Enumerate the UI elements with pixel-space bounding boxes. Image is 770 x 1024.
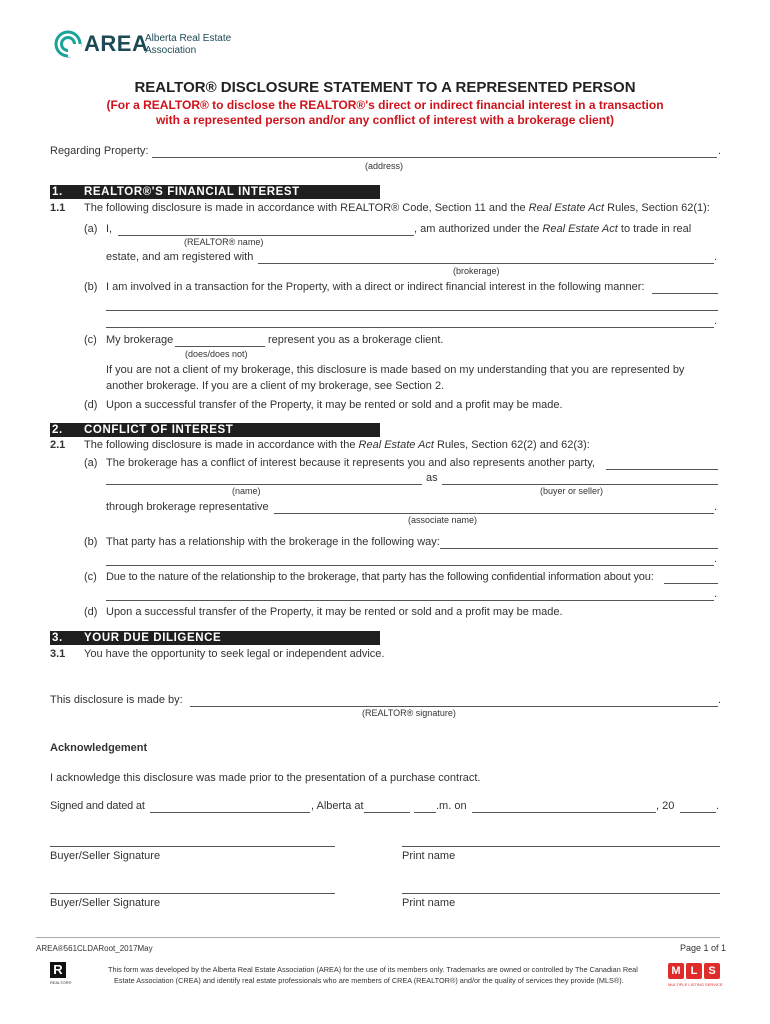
- realtor-signature-field[interactable]: [190, 706, 718, 707]
- other-party-name-field[interactable]: [106, 484, 422, 485]
- regarding-label: Regarding Property:: [50, 145, 149, 157]
- print-name-label-1: Print name: [402, 850, 456, 862]
- item-1a-text1: I,: [106, 223, 113, 235]
- item-1a-label: (a): [84, 223, 98, 235]
- realtor-r-icon: R: [50, 962, 66, 978]
- clause-1-1-text: [84, 202, 710, 214]
- clause-1-1-number: 1.1: [50, 202, 66, 214]
- relationship-period: .: [714, 553, 718, 565]
- item-2b-label: (b): [84, 536, 98, 548]
- footer-rule: [36, 937, 720, 938]
- signature-caption: (REALTOR® signature): [362, 708, 456, 718]
- mls-letter-m: M: [668, 963, 684, 979]
- signed-location-field[interactable]: [150, 812, 310, 813]
- financial-interest-period: .: [714, 315, 718, 327]
- realtor-name-caption: (REALTOR® name): [184, 237, 264, 247]
- item-1b-text: I am involved in a transaction for the Property, with a direct or indirect financial interest in the following manner:: [106, 281, 645, 293]
- item-1a-text3: to trade in real: [617, 223, 692, 235]
- section-1-header: [50, 185, 380, 199]
- signed-date-field[interactable]: [472, 812, 656, 813]
- mls-letter-s: S: [704, 963, 720, 979]
- financial-interest-field-3[interactable]: [106, 327, 714, 328]
- does-does-not-field[interactable]: [175, 346, 265, 347]
- signed-year-field[interactable]: [680, 812, 716, 813]
- address-caption: (address): [365, 161, 404, 171]
- clause-2-1-text-b: Rules, Section 62(2) and 62(3):: [433, 439, 590, 451]
- address-period: .: [718, 145, 722, 157]
- form-code: AREA®561CLDARoot_2017May: [36, 944, 153, 953]
- item-2c-label: (c): [84, 571, 97, 583]
- footer-line-1: This form was developed by the Alberta Real Estate Association (AREA) for the use of its members only. Trademarks are owned or controlled by The Canadian Real: [108, 965, 638, 974]
- area-logo-mark-icon: [54, 30, 82, 58]
- address-field[interactable]: [152, 157, 717, 158]
- section-2-title: CONFLICT OF INTEREST: [84, 424, 234, 436]
- buyer-caption: (buyer or seller): [540, 486, 604, 496]
- item-2a-label: (a): [84, 457, 98, 469]
- does-caption: (does/does not): [185, 349, 248, 359]
- associate-name-field[interactable]: [274, 513, 714, 514]
- item-1d-text: Upon a successful transfer of the Property, it may be rented or sold and a profit may be made.: [106, 399, 563, 411]
- disclosure-by-label: This disclosure is made by:: [50, 694, 183, 706]
- confidential-period: .: [714, 588, 718, 600]
- area-logo-name-1: Alberta Real Estate: [145, 33, 232, 44]
- area-logo: [52, 28, 252, 62]
- subtitle-line-1: (For a REALTOR® to disclose the REALTOR®'s direct or indirect financial interest in a transaction: [106, 98, 664, 112]
- signed-text-5: .: [716, 800, 720, 812]
- print-name-label-2: Print name: [402, 897, 456, 909]
- confidential-info-field-2[interactable]: [106, 600, 714, 601]
- through-text: through brokerage representative: [106, 501, 269, 513]
- clause-1-1-italic: Real Estate Act: [528, 202, 605, 214]
- relationship-field-1[interactable]: [440, 548, 718, 549]
- associate-period: .: [714, 501, 718, 513]
- area-logo-abbr: AREA: [84, 31, 149, 56]
- ack-heading: Acknowledgement: [50, 742, 148, 754]
- buyer-seller-signature-field-1[interactable]: [50, 846, 335, 847]
- clause-1-1-text-b: Rules, Section 62(1):: [604, 202, 710, 214]
- other-party-field-1[interactable]: [606, 469, 718, 470]
- financial-interest-field-1[interactable]: [652, 293, 718, 294]
- section-3-header: [50, 631, 380, 645]
- buyer-seller-signature-field-2[interactable]: [50, 893, 335, 894]
- clause-1-1-text-a: The following disclosure is made in accordance with REALTOR® Code, Section 11 and the: [84, 202, 529, 214]
- item-1a-text2: [414, 223, 691, 235]
- signed-ampm-field[interactable]: [414, 812, 436, 813]
- item-2b-text: That party has a relationship with the brokerage in the following way:: [106, 536, 440, 548]
- footer-line-2: Estate Association (CREA) and identify real estate professionals who are members of CREA (REALTOR®) and/or the quality of services they provide (MLS®).: [114, 976, 624, 985]
- clause-3-1-text: You have the opportunity to seek legal or independent advice.: [84, 648, 385, 660]
- item-1c-label: (c): [84, 334, 97, 346]
- page-number: Page 1 of 1: [680, 943, 727, 953]
- print-name-field-2[interactable]: [402, 893, 720, 894]
- brokerage-period: .: [714, 251, 718, 263]
- relationship-field-2[interactable]: [106, 565, 714, 566]
- clause-2-1-text: [84, 439, 590, 451]
- section-2-header: [50, 423, 380, 437]
- page-title: REALTOR® DISCLOSURE STATEMENT TO A REPRESENTED PERSON: [134, 79, 636, 96]
- item-2d-label: (d): [84, 606, 98, 618]
- item-2a-text: The brokerage has a conflict of interest because it represents you and also represents another party,: [106, 457, 595, 469]
- print-name-field-1[interactable]: [402, 846, 720, 847]
- associate-caption: (associate name): [408, 515, 478, 525]
- financial-interest-field-2[interactable]: [106, 310, 718, 311]
- item-1c-para1: If you are not a client of my brokerage, this disclosure is made based on my understanding that you are represented by: [106, 364, 685, 376]
- signed-text-2: , Alberta at: [311, 800, 364, 812]
- name-caption: (name): [232, 486, 261, 496]
- signed-text-3: .m. on: [436, 800, 467, 812]
- area-logo-name-2: Association: [145, 45, 197, 56]
- signature-period: .: [718, 694, 722, 706]
- signed-text-1: Signed and dated at: [50, 800, 145, 812]
- item-1a-text2a: , am authorized under the: [414, 223, 543, 235]
- mls-logo: [668, 963, 723, 991]
- mls-letter-l: L: [686, 963, 702, 979]
- item-2c-text: Due to the nature of the relationship to the brokerage, that party has the following confidential information about you:: [106, 571, 654, 583]
- buyer-or-seller-field[interactable]: [442, 484, 718, 485]
- section-3-number: 3.: [52, 632, 63, 644]
- item-1b-label: (b): [84, 281, 98, 293]
- ack-text: I acknowledge this disclosure was made prior to the presentation of a purchase contract.: [50, 772, 481, 784]
- brokerage-field[interactable]: [258, 263, 714, 264]
- signed-text-4: , 20: [656, 800, 675, 812]
- clause-2-1-text-a: The following disclosure is made in accordance with the: [84, 439, 359, 451]
- section-1-title: REALTOR®'S FINANCIAL INTEREST: [84, 186, 300, 198]
- item-1c-text2: represent you as a brokerage client.: [268, 334, 444, 346]
- realtor-name-field[interactable]: [118, 235, 414, 236]
- section-3-title: YOUR DUE DILIGENCE: [84, 632, 222, 644]
- item-1c-para2: another brokerage. If you are a client of my brokerage, see Section 2.: [106, 380, 445, 392]
- section-2-number: 2.: [52, 424, 63, 436]
- item-2d-text: Upon a successful transfer of the Property, it may be rented or sold and a profit may be made.: [106, 606, 563, 618]
- mls-tagline: MULTIPLE LISTING SERVICE: [668, 982, 723, 987]
- item-1c-text1: My brokerage: [106, 334, 174, 346]
- item-1d-label: (d): [84, 399, 98, 411]
- item-1a-italic: Real Estate Act: [542, 223, 618, 235]
- item-1a-text4: estate, and am registered with: [106, 251, 254, 263]
- subtitle-line-2: with a represented person and/or any conflict of interest with a brokerage client): [155, 113, 615, 127]
- clause-2-1-number: 2.1: [50, 439, 66, 451]
- realtor-logo-text: REALTOR®: [50, 980, 72, 985]
- signed-hour-field[interactable]: [364, 812, 410, 813]
- clause-3-1-number: 3.1: [50, 648, 66, 660]
- buyer-seller-signature-label-2: Buyer/Seller Signature: [50, 897, 161, 909]
- realtor-logo: [50, 962, 72, 986]
- buyer-seller-signature-label-1: Buyer/Seller Signature: [50, 850, 161, 862]
- section-1-number: 1.: [52, 186, 63, 198]
- as-text: as: [426, 472, 438, 484]
- clause-2-1-italic: Real Estate Act: [358, 439, 434, 451]
- brokerage-caption: (brokerage): [453, 266, 500, 276]
- confidential-info-field-1[interactable]: [664, 583, 718, 584]
